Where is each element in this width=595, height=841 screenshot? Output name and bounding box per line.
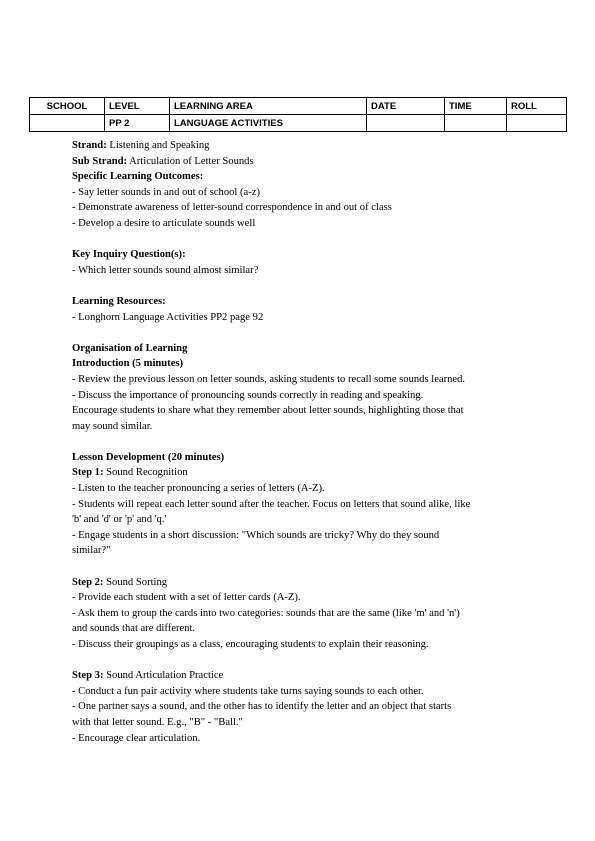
list-item: and sounds that are different.	[72, 623, 196, 635]
cell-roll	[507, 115, 567, 132]
list-item: - Demonstrate awareness of letter-sound correspondence in and out of class	[72, 202, 392, 214]
header-level: LEVEL	[105, 98, 170, 115]
strand-value: Listening and Speaking	[106, 140, 210, 151]
list-item: - Discuss the importance of pronouncing sounds correctly in reading and speaking.	[72, 389, 424, 401]
development-heading: Lesson Development (20 minutes)	[72, 451, 225, 463]
list-item: similar?"	[72, 545, 111, 557]
list-item: - One partner says a sound, and the other has to identify the letter and an object that starts	[72, 701, 452, 713]
strand-line	[72, 138, 542, 154]
header-time: TIME	[445, 98, 507, 115]
list-item: Encourage students to share what they remember about letter sounds, highlighting those that	[72, 405, 464, 417]
strand-label: Strand:	[72, 140, 107, 151]
list-item: - Longhorn Language Activities PP2 page 92	[72, 311, 264, 323]
list-item: 'b' and 'd' or 'p' and 'q.'	[72, 514, 167, 526]
step2-heading: Step 2: Sound Sorting	[72, 576, 168, 588]
list-item: - Provide each student with a set of letter cards (A-Z).	[72, 592, 301, 604]
list-item: - Ask them to group the cards into two categories: sounds that are the same (like 'm' and 'n')	[72, 607, 460, 619]
lesson-info-table	[29, 97, 567, 132]
lesson-content	[72, 138, 542, 746]
list-item: - Conduct a fun pair activity where students take turns saying sounds to each other.	[72, 685, 424, 697]
list-item: - Encourage clear articulation.	[72, 732, 201, 744]
header-roll: ROLL	[507, 98, 567, 115]
table-row	[30, 115, 567, 132]
sub-strand-label: Sub Strand:	[72, 155, 128, 167]
list-item: - Students will repeat each letter sound after the teacher. Focus on letters that sound alike, like	[72, 498, 471, 510]
list-item: - Listen to the teacher pronouncing a series of letters (A-Z).	[72, 483, 325, 495]
list-item: - Review the previous lesson on letter sounds, asking students to recall some sounds learned.	[72, 373, 466, 385]
list-item: - Say letter sounds in and out of school (a-z)	[72, 186, 260, 198]
cell-learning-area: LANGUAGE ACTIVITIES	[170, 115, 367, 132]
organisation-heading: Organisation of Learning	[72, 342, 188, 354]
sub-strand-value: Articulation of Letter Sounds	[127, 155, 254, 167]
list-item: - Which letter sounds sound almost similar?	[72, 264, 259, 276]
header-date: DATE	[367, 98, 445, 115]
header-learning-area: LEARNING AREA	[170, 98, 367, 115]
list-item: - Discuss their groupings as a class, encouraging students to explain their reasoning.	[72, 639, 429, 650]
cell-date	[367, 115, 445, 132]
introduction-heading: Introduction (5 minutes)	[72, 358, 184, 370]
cell-level: PP 2	[105, 115, 170, 132]
list-item: - Develop a desire to articulate sounds well	[72, 217, 256, 229]
table-header-row	[30, 98, 567, 115]
list-item: with that letter sound. E.g., "B" - "Ball."	[72, 716, 243, 728]
header-school: SCHOOL	[30, 98, 105, 115]
inquiry-heading: Key Inquiry Question(s):	[72, 249, 186, 261]
step3-heading: Step 3: Sound Articulation Practice	[72, 670, 224, 682]
cell-time	[445, 115, 507, 132]
outcomes-heading: Specific Learning Outcomes:	[72, 171, 204, 183]
list-item: - Engage students in a short discussion: "Which sounds are tricky? Why do they sound	[72, 529, 440, 541]
resources-heading: Learning Resources:	[72, 295, 166, 307]
cell-school	[30, 115, 105, 132]
list-item: may sound similar.	[72, 420, 153, 432]
step1-heading: Step 1: Sound Recognition	[72, 467, 188, 479]
sub-strand-line	[72, 154, 542, 170]
